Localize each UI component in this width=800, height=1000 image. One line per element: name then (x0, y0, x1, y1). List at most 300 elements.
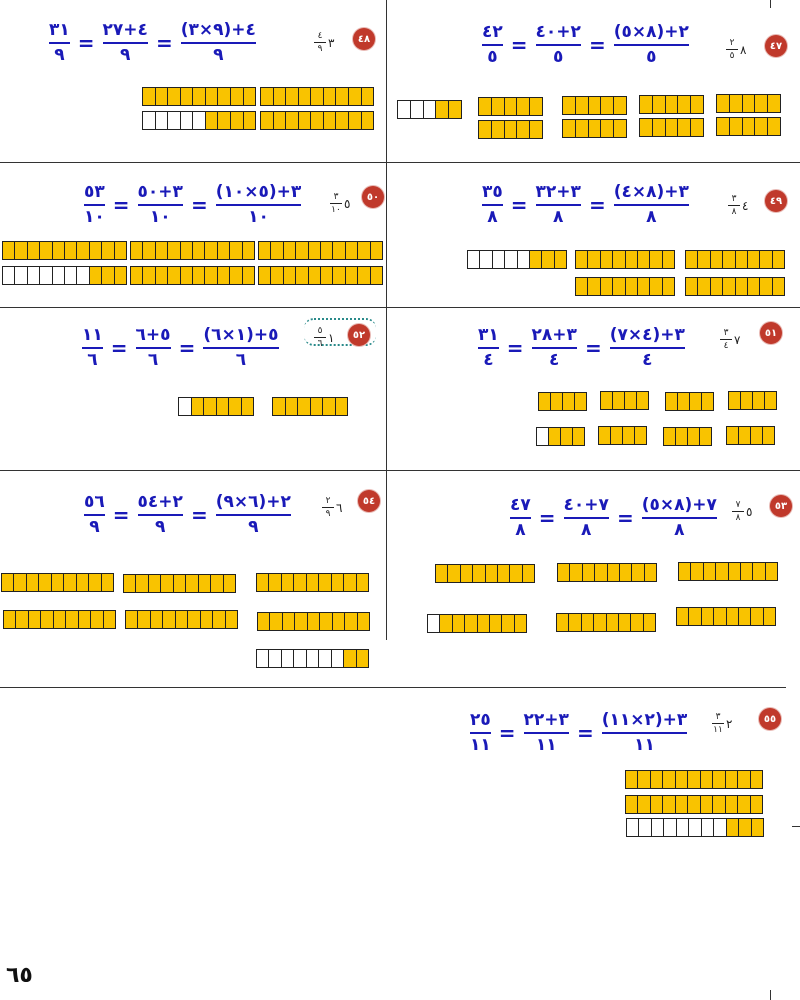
filled-cell (358, 613, 369, 630)
filled-cell (510, 565, 522, 582)
filled-cell (344, 574, 356, 591)
filled-cell (691, 119, 703, 136)
filled-cell (29, 611, 41, 628)
filled-cell (563, 393, 575, 410)
empty-cell (424, 101, 437, 118)
empty-cell (143, 112, 156, 129)
filled-cell (16, 611, 28, 628)
filled-cell (308, 613, 320, 630)
filled-cell (650, 278, 662, 295)
filled-cell (336, 88, 349, 105)
filled-cell (730, 118, 743, 135)
filled-cell (589, 97, 602, 114)
expanded-fraction: $\frac{٣+(٢\times ١١)}{١١}$ (601, 710, 688, 755)
filled-cell (294, 574, 306, 591)
filled-cell (701, 796, 713, 813)
empty-cell (269, 650, 281, 667)
filled-cell (614, 97, 626, 114)
filled-cell (259, 267, 271, 284)
fraction-strip (142, 87, 256, 106)
row-divider-4 (0, 687, 786, 688)
filled-cell (751, 771, 762, 788)
filled-cell (296, 267, 308, 284)
fraction-strip (260, 111, 374, 130)
fraction-strip (536, 427, 585, 446)
fraction-strip (478, 97, 543, 116)
empty-cell (179, 398, 192, 415)
filled-cell (620, 564, 632, 581)
filled-cell (102, 242, 114, 259)
mixed-whole: ٦ (336, 500, 343, 515)
filled-cell (131, 242, 143, 259)
filled-cell (752, 819, 763, 836)
filled-cell (102, 267, 114, 284)
filled-cell (638, 251, 650, 268)
filled-cell (644, 614, 655, 631)
filled-cell (755, 118, 768, 135)
mixed-whole: ٧ (734, 332, 741, 347)
column-divider (386, 0, 387, 640)
filled-cell (573, 428, 584, 445)
mixed-number (314, 31, 334, 54)
filled-cell (638, 796, 650, 813)
filled-cell (28, 242, 40, 259)
filled-cell (645, 564, 656, 581)
filled-cell (688, 771, 700, 788)
filled-cell (213, 611, 225, 628)
filled-cell (151, 611, 163, 628)
filled-cell (90, 242, 102, 259)
mixed-whole: ٨ (740, 42, 747, 57)
filled-cell (258, 613, 270, 630)
filled-cell (760, 251, 772, 268)
filled-cell (614, 120, 626, 137)
filled-cell (218, 112, 231, 129)
mixed-number (330, 192, 350, 215)
filled-cell (230, 267, 242, 284)
filled-cell (143, 267, 155, 284)
filled-cell (311, 88, 324, 105)
problem-number-badge: ٥٢ (348, 324, 370, 346)
fraction-strip (678, 562, 778, 581)
filled-cell (492, 121, 505, 138)
filled-cell (700, 428, 711, 445)
filled-cell (333, 267, 345, 284)
filled-cell (688, 796, 700, 813)
fraction-strip (625, 795, 763, 814)
empty-cell (319, 650, 331, 667)
filled-cell (714, 608, 726, 625)
empty-cell (493, 251, 505, 268)
fraction-strip (625, 770, 763, 789)
filled-cell (738, 771, 750, 788)
filled-cell (296, 242, 308, 259)
empty-cell (40, 267, 52, 284)
fraction-strip (685, 277, 785, 296)
filled-cell (558, 564, 570, 581)
filled-cell (188, 611, 200, 628)
filled-cell (601, 251, 613, 268)
mixed-denominator: ٩ (317, 44, 323, 54)
filled-cell (320, 613, 332, 630)
fraction-strip (639, 118, 704, 137)
filled-cell (91, 611, 103, 628)
filled-cell (626, 278, 638, 295)
result-fraction: $\frac{٤٧}{٨}$ (510, 495, 531, 540)
fraction-strip (258, 266, 383, 285)
mixed-numerator: ٣ (333, 192, 339, 202)
filled-cell (436, 565, 448, 582)
filled-cell (79, 611, 91, 628)
filled-cell (14, 574, 26, 591)
filled-cell (729, 392, 741, 409)
filled-cell (486, 565, 498, 582)
filled-cell (65, 242, 77, 259)
conversion-equation: $\frac{٥٣}{١٠}$ = $\frac{٣+٥٠}{١٠}$ = $\frac{٣+(٥\times ١٠)}{١٠}$ (84, 182, 302, 227)
filled-cell (168, 242, 180, 259)
filled-cell (90, 267, 102, 284)
filled-cell (711, 251, 723, 268)
filled-cell (741, 392, 753, 409)
filled-cell (156, 267, 168, 284)
fraction-strip (130, 266, 255, 285)
filled-cell (664, 428, 676, 445)
filled-cell (357, 574, 368, 591)
filled-cell (686, 278, 698, 295)
filled-cell (663, 796, 675, 813)
filled-cell (453, 615, 465, 632)
empty-cell (307, 650, 319, 667)
filled-cell (653, 96, 666, 113)
filled-cell (555, 251, 566, 268)
fraction-strip (427, 614, 527, 633)
filled-cell (64, 574, 76, 591)
filled-cell (551, 393, 563, 410)
filled-cell (371, 242, 382, 259)
filled-cell (557, 614, 569, 631)
fraction-strip (478, 120, 543, 139)
filled-cell (199, 575, 211, 592)
filled-cell (211, 575, 223, 592)
filled-cell (321, 267, 333, 284)
mixed-number (314, 326, 334, 349)
result-fraction: $\frac{٣٥}{٨}$ (482, 182, 503, 227)
filled-cell (760, 278, 772, 295)
filled-cell (588, 278, 600, 295)
filled-cell (323, 398, 336, 415)
filled-cell (261, 88, 274, 105)
filled-cell (104, 611, 115, 628)
result-fraction: $\frac{٤٢}{٥}$ (482, 22, 503, 67)
conversion-equation: $\frac{٣١}{٤}$ = $\frac{٣+٢٨}{٤}$ = $\frac{٣+(٤\times ٧)}{٤}$ (478, 325, 685, 370)
filled-cell (205, 267, 217, 284)
filled-cell (576, 251, 588, 268)
mixed-whole: ٣ (328, 35, 335, 50)
fraction-strip (260, 87, 374, 106)
edge-tick (792, 826, 800, 827)
sum-fraction: $\frac{٧+٤٠}{٨}$ (563, 495, 609, 540)
filled-cell (161, 575, 173, 592)
fraction-strip (663, 427, 712, 446)
fraction-strip (256, 573, 369, 592)
filled-cell (530, 251, 542, 268)
filled-cell (269, 574, 281, 591)
filled-cell (701, 771, 713, 788)
fraction-strip (726, 426, 775, 445)
filled-cell (651, 771, 663, 788)
filled-cell (295, 613, 307, 630)
filled-cell (15, 242, 27, 259)
empty-cell (652, 819, 664, 836)
filled-cell (461, 565, 473, 582)
filled-cell (638, 771, 650, 788)
empty-cell (428, 615, 440, 632)
filled-cell (505, 121, 518, 138)
fraction-strip (256, 649, 369, 668)
filled-cell (549, 428, 561, 445)
filled-cell (702, 393, 713, 410)
empty-cell (664, 819, 676, 836)
filled-cell (192, 398, 205, 415)
mixed-numerator: ٢ (729, 38, 735, 48)
problem-number-badge: ٤٧ (765, 35, 787, 57)
filled-cell (286, 398, 299, 415)
filled-cell (748, 278, 760, 295)
fraction-strip (575, 277, 675, 296)
fraction-strip (598, 426, 647, 445)
conversion-equation: $\frac{٤٢}{٥}$ = $\frac{٢+٤٠}{٥}$ = $\frac{٢+(٨\times ٥)}{٥}$ (482, 22, 689, 67)
empty-cell (53, 267, 65, 284)
filled-cell (650, 251, 662, 268)
filled-cell (738, 796, 750, 813)
filled-cell (336, 112, 349, 129)
filled-cell (333, 242, 345, 259)
filled-cell (679, 563, 691, 580)
filled-cell (440, 615, 452, 632)
empty-cell (702, 819, 714, 836)
filled-cell (753, 392, 765, 409)
problem-number-badge: ٥٤ (358, 490, 380, 512)
filled-cell (515, 615, 526, 632)
problem-number-badge: ٥٥ (759, 708, 781, 730)
filled-cell (702, 608, 714, 625)
filled-cell (561, 428, 573, 445)
filled-cell (77, 574, 89, 591)
fraction-strip (665, 392, 714, 411)
mixed-numerator: ٣ (731, 194, 737, 204)
filled-cell (766, 563, 777, 580)
filled-cell (231, 88, 244, 105)
filled-cell (270, 613, 282, 630)
filled-cell (575, 393, 586, 410)
filled-cell (244, 112, 256, 129)
filled-cell (436, 101, 449, 118)
filled-cell (39, 574, 51, 591)
filled-cell (311, 398, 324, 415)
fraction-strip (639, 95, 704, 114)
empty-cell (677, 819, 689, 836)
filled-cell (530, 121, 542, 138)
filled-cell (66, 611, 78, 628)
fraction-strip (556, 613, 656, 632)
filled-cell (619, 614, 631, 631)
filled-cell (286, 88, 299, 105)
filled-cell (773, 251, 784, 268)
filled-cell (601, 120, 614, 137)
empty-cell (156, 112, 169, 129)
filled-cell (243, 267, 254, 284)
filled-cell (257, 574, 269, 591)
fraction-strip (142, 111, 256, 130)
conversion-equation: $\frac{٣٥}{٨}$ = $\frac{٣+٣٢}{٨}$ = $\frac{٣+(٨\times ٤)}{٨}$ (482, 182, 689, 227)
filled-cell (676, 428, 688, 445)
empty-cell (77, 267, 89, 284)
filled-cell (613, 251, 625, 268)
filled-cell (218, 88, 231, 105)
filled-cell (284, 242, 296, 259)
mixed-numerator: ٣ (723, 328, 729, 338)
mixed-whole: ٥ (344, 196, 351, 211)
mixed-denominator: ٦ (317, 339, 323, 349)
filled-cell (465, 615, 477, 632)
filled-cell (753, 563, 765, 580)
filled-cell (283, 613, 295, 630)
filled-cell (231, 112, 244, 129)
filled-cell (765, 392, 776, 409)
fraction-strip (130, 241, 255, 260)
filled-cell (763, 427, 774, 444)
filled-cell (115, 242, 126, 259)
fraction-strip (626, 818, 764, 837)
sum-fraction: $\frac{٣+٣٢}{٨}$ (535, 182, 581, 227)
filled-cell (729, 563, 741, 580)
filled-cell (259, 242, 271, 259)
fraction-strip (685, 250, 785, 269)
filled-cell (490, 615, 502, 632)
filled-cell (651, 796, 663, 813)
mixed-number (712, 712, 732, 735)
filled-cell (595, 564, 607, 581)
filled-cell (168, 88, 181, 105)
fraction-strip (178, 397, 254, 416)
fraction-strip (2, 241, 127, 260)
fraction-strip (557, 563, 657, 582)
filled-cell (686, 251, 698, 268)
result-fraction: $\frac{١١}{٦}$ (82, 325, 103, 370)
filled-cell (357, 650, 368, 667)
mixed-numerator: ٤ (317, 31, 323, 41)
filled-cell (193, 267, 205, 284)
filled-cell (41, 611, 53, 628)
filled-cell (371, 267, 382, 284)
fraction-strip (397, 100, 462, 119)
empty-cell (294, 650, 306, 667)
filled-cell (349, 112, 362, 129)
filled-cell (576, 278, 588, 295)
result-fraction: $\frac{٣١}{٤}$ (478, 325, 499, 370)
filled-cell (583, 564, 595, 581)
filled-cell (677, 608, 689, 625)
filled-cell (138, 611, 150, 628)
filled-cell (666, 96, 679, 113)
page-number: ٦٥ (6, 963, 33, 988)
filled-cell (678, 96, 691, 113)
filled-cell (89, 574, 101, 591)
filled-cell (626, 796, 638, 813)
filled-cell (4, 611, 16, 628)
filled-cell (52, 574, 64, 591)
filled-cell (346, 267, 358, 284)
filled-cell (716, 563, 728, 580)
filled-cell (768, 118, 780, 135)
filled-cell (478, 615, 490, 632)
filled-cell (689, 608, 701, 625)
filled-cell (115, 267, 126, 284)
filled-cell (625, 392, 637, 409)
mixed-number (720, 328, 740, 351)
filled-cell (321, 242, 333, 259)
problem-number-badge: ٥٠ (362, 186, 384, 208)
filled-cell (663, 251, 674, 268)
filled-cell (730, 95, 743, 112)
filled-cell (690, 393, 702, 410)
filled-cell (613, 278, 625, 295)
fraction-strip (435, 564, 535, 583)
filled-cell (726, 771, 738, 788)
filled-cell (217, 398, 230, 415)
filled-cell (2, 574, 14, 591)
filled-cell (635, 427, 646, 444)
fraction-strip (600, 391, 649, 410)
filled-cell (764, 608, 775, 625)
filled-cell (676, 796, 688, 813)
filled-cell (663, 278, 674, 295)
filled-cell (589, 120, 602, 137)
fraction-strip (3, 610, 116, 629)
filled-cell (344, 650, 356, 667)
conversion-equation: $\frac{١١}{٦}$ = $\frac{٥+٦}{٦}$ = $\frac{٥+(١\times ٦)}{٦}$ (82, 325, 279, 370)
empty-cell (639, 819, 651, 836)
expanded-fraction: $\frac{٧+(٨\times ٥)}{٨}$ (641, 495, 717, 540)
filled-cell (346, 242, 358, 259)
fraction-strip (467, 250, 567, 269)
filled-cell (53, 242, 65, 259)
filled-cell (717, 118, 730, 135)
result-fraction: $\frac{٥٣}{١٠}$ (84, 182, 105, 227)
fraction-strip (728, 391, 777, 410)
expanded-fraction: $\frac{٥+(١\times ٦)}{٦}$ (203, 325, 279, 370)
filled-cell (748, 251, 760, 268)
filled-cell (570, 564, 582, 581)
filled-cell (479, 121, 492, 138)
filled-cell (751, 796, 762, 813)
expanded-fraction: $\frac{٢+(٨\times ٥)}{٥}$ (613, 22, 689, 67)
mixed-denominator: ٩ (325, 509, 331, 519)
empty-cell (257, 650, 269, 667)
filled-cell (717, 95, 730, 112)
filled-cell (362, 112, 374, 129)
empty-cell (181, 112, 194, 129)
mixed-denominator: ١٠ (331, 205, 341, 215)
fraction-strip (257, 612, 370, 631)
filled-cell (723, 251, 735, 268)
mixed-whole: ١ (328, 330, 335, 345)
filled-cell (505, 98, 518, 115)
conversion-equation: $\frac{٥٦}{٩}$ = $\frac{٢+٥٤}{٩}$ = $\frac{٢+(٦\times ٩)}{٩}$ (84, 492, 291, 537)
filled-cell (631, 614, 643, 631)
filled-cell (243, 242, 254, 259)
filled-cell (218, 242, 230, 259)
